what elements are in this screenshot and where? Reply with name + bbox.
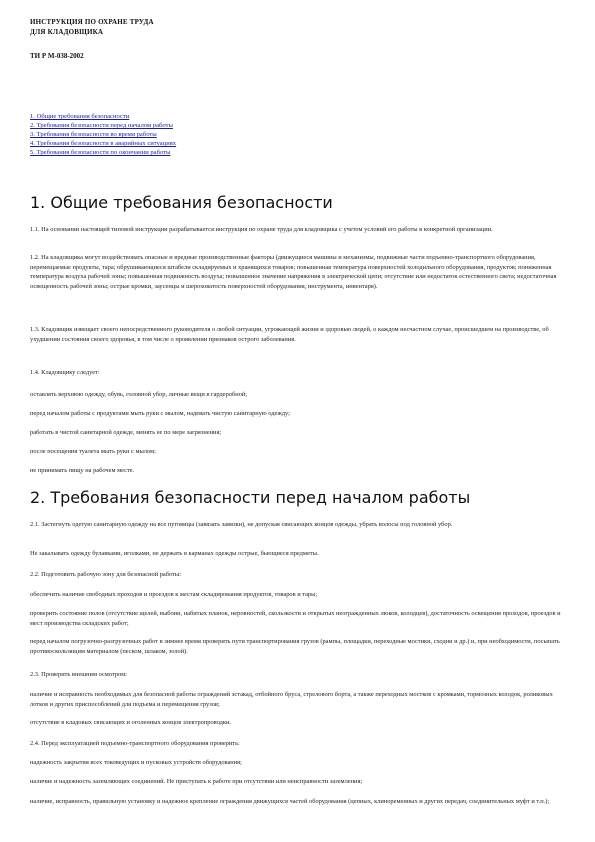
toc-link-5[interactable]: 5. Требования безопасности по окончании работы [30,149,171,156]
paragraph-2-2: 2.2. Подготовить рабочую зону для безопасной работы: [30,571,181,578]
list-item: перед началом работы с продуктами мыть руки с мылом, надевать чистую санитарную одежду; [30,410,290,417]
document-code: ТИ Р М-038-2002 [30,52,84,60]
list-item: наличие и надежность заземляющих соединений. Не приступать к работе при отсутствии или неисправности заземления; [30,778,363,785]
list-item: перед началом погрузочно-разгрузочных работ в зимнее время проверить пути транспортирования грузов (рампы, площадки, переходные мостики, сходни и др.) и, при необходимости, посыпать противоскользящим материалом (песком, шлаком, золой). [30,638,560,655]
list-item: работать в чистой санитарной одежде, менять ее по мере загрязнения; [30,429,222,436]
list-item: обеспечить наличие свободных проходов и проездов к местам складирования продуктов, товаров и тары; [30,591,318,598]
list-item: после посещения туалета мыть руки с мылом; [30,448,156,455]
document-title-line-1: ИНСТРУКЦИЯ ПО ОХРАНЕ ТРУДА [30,18,154,26]
list-item: не принимать пищу на рабочем месте. [30,467,135,474]
toc-link-2[interactable]: 2. Требования безопасности перед началом работы [30,122,173,129]
list-item: отсутствие в кладовых свисающих и оголенных концов электропроводки. [30,719,231,726]
list-item: наличие и исправность необходимых для безопасной работы ограждений эстакад, отбойного бруса, стрелового борта, а также переходных мостков с кромками, тормозных колодок, роликовых лотков и других приспособлений для подъема и перемещения грузов; [30,691,553,708]
table-of-contents [30,112,270,157]
paragraph-2-4: 2.4. Перед эксплуатацией подъемно-транспортного оборудования проверить: [30,740,240,747]
paragraph-1-1: 1.1. На основании настоящей типовой инструкции разрабатывается инструкция по охране труда для кладовщика с учетом условий его работы в конкретной организации. [30,226,493,233]
paragraph-2-1: 2.1. Застегнуть одетую санитарную одежду на все пуговицы (завязать завязки), не допуская свисающих концов одежды, убрать волосы под головной убор. [30,521,453,528]
paragraph-1-4: 1.4. Кладовщику следует: [30,369,100,376]
section-1-heading: 1. Общие требования безопасности [30,193,333,212]
list-item: оставлять верхнюю одежду, обувь, головной убор, личные вещи в гардеробной; [30,391,248,398]
paragraph-1-2: 1.2. На кладовщика могут воздействовать опасные и вредные производственные факторы (движущиеся машины и механизмы, подвижные части подъемно-транспортного оборудования, перемещаемые продукты, тара; обрушивающиеся штабели складируемых и хранящихся товаров; повышенная температура поверхностей холодильного оборудования, продуктов; пониженная температура воздуха рабочей зоны; повышенная подвижность воздуха; повышенное значение напряжения в электрической цепи; отсутствие или недостаток естественного света; недостаточная освещенность рабочей зоны; острые кромки, заусенцы и шероховатость поверхностей оборудования, инструмента, инвентаря). [30,254,557,290]
toc-link-4[interactable]: 4. Требования безопасности в аварийных ситуациях [30,140,177,147]
paragraph-1-3: 1.3. Кладовщик извещает своего непосредственного руководителя о любой ситуации, угрожающей жизни и здоровью людей, о каждом несчастном случае, происшедшем на производстве, об ухудшении состояния своего здоровья, в том числе о проявлении признаков острого заболевания. [30,326,549,343]
toc-link-1[interactable]: 1. Общие требования безопасности [30,113,130,120]
document-header [30,17,154,37]
list-item: надежность закрытия всех токоведущих и пусковых устройств оборудования; [30,759,242,766]
section-2-heading: 2. Требования безопасности перед началом работы [30,488,471,507]
document-title-line-2: ДЛЯ КЛАДОВЩИКА [30,28,104,36]
toc-link-3[interactable]: 3. Требования безопасности во время работы [30,131,157,138]
list-item: наличие, исправность, правильную установку и надежное крепление ограждения движущихся частей оборудования (цепных, клиноременных и других передач, соединительных муфт и т.п.); [30,798,550,805]
paragraph-2-3: 2.3. Проверить внешним осмотром: [30,671,127,678]
paragraph-2-1-note: Не закалывать одежду булавками, иголками, не держать в карманах одежды острые, бьющиеся предметы. [30,550,319,557]
list-item: проверить состояние полов (отсутствие щелей, выбоин, набитых планок, неровностей, скользкости и открытых неогражденных люков, колодцев), достаточность освещения проходов, проездов и мест производства складских работ; [30,610,561,627]
